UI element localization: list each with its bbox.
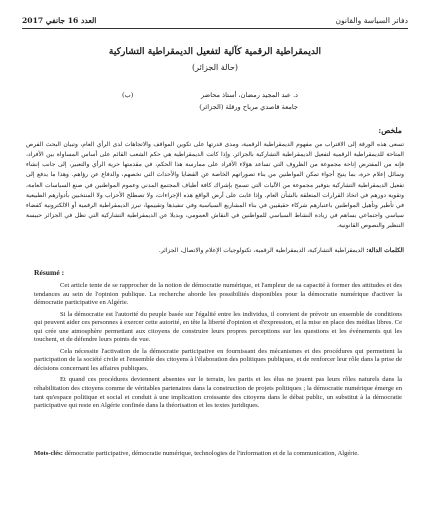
author-grade: (ب)	[122, 91, 134, 99]
arabic-abstract-body: تسعى هذه الورقة إلى الاقتراب من مفهوم الديمقراطية الرقمية، ومدى قدرتها على تكوين المواقف والاتجاهات لدى الرأي العام، وتبيان البحث الفرص المتاحة للديمقراطية الرقمية لتفعيل الديمقراطية التشاركية بالجزائر. وإذا كانت الديمقراطية هي حكم الشعب القائم على أساس المساواة بين الأفراد، فإنه من المفترض إتاحة مجموعة من الظروف التي تساعد هؤلاء الأفراد على ممارسة هذا الحكم، في مقدمتها حرية الرأي والتعبير، إلى جانب إنشاء وسائل إعلام حرة، بما يتيح أجواء تمكن المواطنين من بناء تصوراتهم الخاصة عن القضايا والأحداث التي تخصهم، والدفاع عن رؤاهم. وهذا ما يدفع إلى تفعيل الديمقراطية التشاركية بتوفير مجموعة من الآليات التي تسمح بإشراك كافة أطياف المجتمع المدني وعموم المواطنين في صنع السياسات العامة، وتقوية دورهم في اتخاذ القرارات المتعلقة بالشأن العام. وإذا غابت على أرض الواقع هذه الإجراءات، ولا تصطلح الأحزاب ولا المنتخبين بأدوارهم الطبيعية في تأطير وتأهيل المواطنين باعتبارهم شركاء حقيقيين في بناء المشاريع السياسية وفي تنفيذها وتقييمها، تبرز الديمقراطية الرقمية أو الالكترونية كفضاء سياسي واجتماعي يساهم في زيادة النشاط السياسي للمواطنين في النقاش العمومي، وبديلا عن الديمقراطية التشاركية التي تظل في الجزائر حبيسة التنظير والنصوص القانونية.	[26, 141, 404, 230]
arabic-abstract-heading: ملخص:	[378, 126, 402, 135]
french-keywords	[34, 450, 402, 459]
french-abstract-paragraph: Si la démocratie est l'autorité du peuple basée sur l'égalité entre les individus, il convient de prévoir un ensemble de conditions qui peuvent aider ces personnes à exercer cette autorité, en tête la liberté d'opinion et d'expression, et la mise en place des médias libres. Ce qui crée une atmosphère permettant aux citoyens de construire leurs propres perceptions sur les questions et les événements qui les touchent, et de défendre leurs points de vue.	[34, 310, 402, 344]
arabic-keywords-text: الديمقراطية التشاركية، الديمقراطية الرقمية، تكنولوجيات الإعلام والاتصال، الجزائر.	[158, 247, 365, 254]
arabic-keywords-label: الكلمات الدالة:	[366, 247, 404, 254]
paper-subtitle: (حالة الجزائر)	[192, 63, 238, 72]
header-divider	[22, 28, 408, 29]
french-abstract-paragraph: Cela nécessite l'activation de la démocratie participative en fournissant des mécanismes et des procédures qui permettent la participation de la société civile et l'ensemble des citoyens à l'élaboration des politiques publiques, et de renforcer leur rôle dans la prise de décisions concernant les affaires publiques.	[34, 347, 402, 372]
french-abstract-body	[34, 282, 402, 414]
french-abstract-paragraph: Cet article tente de se rapprocher de la notion de démocratie numérique, et l'ampleur de sa capacité à former des attitudes et des tendances au sein de l'opinion publique. La recherche aborde les possibilités disponibles pour la démocratie numérique d'activer la démocratie participative en Algérie.	[34, 282, 402, 307]
french-keywords-label: Mots-clés:	[34, 450, 63, 457]
journal-name: دفاتر السياسة والقانون	[335, 16, 408, 25]
author-affiliation: جامعة قاصدي مرباح ورقلة (الجزائر)	[199, 103, 298, 111]
french-keywords-text: démocratie participative, démocratie numérique, technologies de l'information et de la communication, Algérie.	[64, 450, 359, 457]
arabic-keywords	[26, 246, 404, 256]
author-name: د. عبد المجيد رمضان، أستاذ محاضر	[201, 91, 298, 99]
french-abstract-heading: Résumé :	[34, 268, 65, 277]
paper-title: الديمقراطية الرقمية كآلية لتفعيل الديمقراطية التشاركية	[108, 46, 322, 57]
french-abstract-paragraph: Et quand ces procédures deviennent absentes sur le terrain, les partis et les élus ne jouent pas leurs rôles naturels dans la réhabilitation des citoyens comme de véritables partenaires dans la construction de projets politiques ; la démocratie numérique émerge en tant qu'espace politique et social et conduit à une implication croissante des citoyens dans le débat public, un substitut à la démocratie participative qui reste en Algérie confinée dans la théorisation et les textes juridiques.	[34, 376, 402, 410]
page-header	[22, 14, 408, 32]
issue-label: العدد 16 جانفي 2017	[22, 16, 97, 25]
